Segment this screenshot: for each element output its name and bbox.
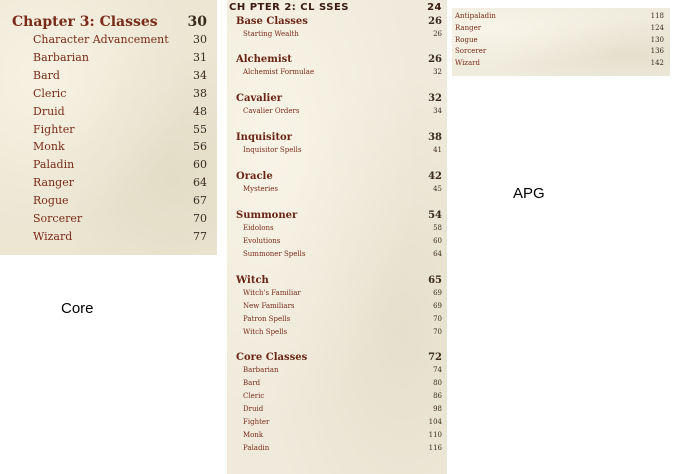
apg-toc-section [227,132,447,146]
apg-toc-continued-entry-page: 136 [650,47,664,56]
apg-toc-entry [227,366,447,379]
apg-toc-entry-page: 86 [433,392,442,400]
apg-toc-page [227,0,447,474]
apg-toc-section [227,54,447,68]
apg-toc-entry-page: 58 [433,224,442,232]
apg-toc-entry-page: 80 [433,379,442,387]
core-caption: Core [61,300,94,317]
core-toc-entry-page: 67 [193,194,207,208]
apg-toc-entry-label: Barbarian [243,366,279,374]
core-toc-entry-page: 56 [193,140,207,154]
apg-toc-section [227,210,447,224]
core-toc-entry [0,51,217,68]
apg-toc-section-label: Base Classes [236,16,308,27]
apg-toc-entry-label: Monk [243,431,264,439]
apg-title-label: CH PTER 2: CL SSES [229,2,349,13]
apg-toc-entry [227,250,447,263]
core-toc-entry-label: Rogue [33,194,69,208]
apg-toc-entry [227,315,447,328]
apg-toc-continued-entry-page: 142 [650,59,664,68]
core-toc-entry-label: Paladin [33,158,75,172]
core-toc-entry [0,212,217,229]
core-toc-entry-page: 30 [193,33,207,46]
core-toc-entry-label: Character Advancement [33,33,169,46]
apg-toc-entry [227,444,447,457]
apg-toc-continued [452,8,670,76]
apg-toc-entry-label: Paladin [243,444,270,452]
apg-toc-entry-page: 64 [433,250,442,258]
apg-toc-entry-page: 110 [428,431,442,439]
apg-toc-entry-label: Druid [243,405,264,413]
apg-toc-entry [227,418,447,431]
apg-toc-section-label: Core Classes [236,352,308,363]
apg-toc-entry-page: 69 [433,302,442,310]
apg-toc-continued-entry [452,47,670,59]
core-toc-entry [0,194,217,211]
core-toc-entry-label: Fighter [33,122,75,136]
apg-toc-entry [227,328,447,341]
core-toc-entry [0,176,217,193]
core-toc-entry-page: 48 [193,104,207,118]
core-toc-entry [0,87,217,104]
apg-chapter-title [229,2,447,16]
apg-toc-continued-entry-label: Antipaladin [455,12,496,20]
apg-toc-entry-label: Cleric [243,392,265,400]
core-chapter-heading [0,14,217,31]
apg-toc-entry-label: Bard [243,379,261,387]
apg-toc-continued-entry-page: 118 [650,12,664,20]
core-heading-page: 30 [187,14,207,30]
core-toc-entry-page: 64 [193,176,207,190]
apg-toc-section [227,93,447,107]
apg-toc-entry-label: Inquisitor Spells [243,146,302,154]
apg-toc-continued-entry [452,24,670,36]
apg-toc-entry [227,68,447,81]
core-toc-entry [0,123,217,140]
apg-toc-section-label: Witch [236,275,269,286]
apg-toc-entry [227,302,447,315]
apg-toc-entry-page: 70 [433,315,442,323]
apg-toc-entry-page: 41 [433,146,442,154]
apg-toc-section [227,16,447,30]
apg-toc-entry-page: 69 [433,289,442,297]
apg-toc-entry-page: 60 [433,237,442,245]
apg-toc-entry [227,185,447,198]
apg-toc-section-page: 32 [428,93,442,104]
apg-toc-entry [227,431,447,444]
apg-toc-section-page: 38 [428,132,442,143]
apg-toc-entry [227,30,447,43]
apg-toc-entry-label: Fighter [243,418,270,426]
core-heading-label: Chapter 3: Classes [12,14,158,30]
apg-toc-entry-page: 116 [428,444,442,452]
apg-toc-entry [227,392,447,405]
core-toc-entry [0,33,217,50]
apg-toc-continued-entry-label: Rogue [455,35,478,44]
apg-toc-entry-label: Summoner Spells [243,250,306,258]
core-toc-entry-page: 55 [193,122,207,136]
apg-toc-entry-label: Eidolons [243,224,274,232]
apg-caption: APG [513,185,545,202]
apg-toc-section-label: Summoner [236,210,298,221]
core-toc-entry [0,158,217,175]
core-toc-entry-page: 60 [193,158,207,172]
apg-toc-entry-page: 70 [433,328,442,336]
apg-toc-entry-label: Evolutions [243,237,281,245]
apg-toc-continued-entry [452,12,670,24]
apg-toc-entry-page: 98 [433,405,442,413]
apg-toc-entry [227,237,447,250]
apg-toc-entry-label: Starting Wealth [243,30,299,38]
core-toc-entry-label: Bard [33,68,60,82]
apg-toc-entry [227,107,447,120]
apg-toc-continued-entry-page: 124 [650,23,664,32]
core-toc-page [0,0,217,255]
apg-toc-entry [227,146,447,159]
core-toc-entry [0,69,217,86]
apg-toc-section-label: Oracle [236,171,273,182]
apg-toc-entry [227,379,447,392]
apg-toc-entry [227,405,447,418]
apg-toc-section-label: Inquisitor [236,132,292,143]
core-toc-entry-page: 34 [193,68,207,82]
apg-toc-entry-label: Witch's Familiar [243,289,301,297]
apg-toc-continued-entry [452,59,670,71]
apg-toc-continued-entry [452,36,670,48]
core-toc-entry [0,230,217,247]
core-toc-entry-label: Sorcerer [33,212,83,225]
apg-toc-section-page: 65 [428,275,442,286]
apg-toc-section-page: 42 [428,171,442,182]
apg-toc-section [227,275,447,289]
core-toc-entry-page: 31 [193,50,207,64]
core-toc-entry-page: 38 [193,86,207,100]
apg-toc-entry-label: Witch Spells [243,328,288,336]
core-toc-entry [0,140,217,157]
apg-toc-continued-entry-label: Ranger [455,23,482,32]
core-toc-entry-label: Druid [33,104,65,118]
apg-toc-entry-label: Mysteries [243,185,278,193]
apg-toc-entry-label: New Familiars [243,302,295,310]
apg-toc-entry [227,224,447,237]
apg-toc-entry-page: 32 [433,68,442,76]
apg-toc-entry-label: Patron Spells [243,315,291,323]
apg-toc-section-page: 26 [428,54,442,65]
apg-toc-entry-page: 26 [433,30,442,38]
core-toc-entry-label: Wizard [33,229,73,243]
core-toc-entry-label: Barbarian [33,50,89,64]
apg-toc-entry-page: 34 [433,107,442,115]
apg-toc-continued-entry-page: 130 [650,35,664,44]
apg-toc-entry-page: 45 [433,185,442,193]
apg-toc-section-label: Alchemist [236,54,292,65]
apg-toc-section-page: 54 [428,210,442,221]
apg-toc-continued-entry-label: Wizard [455,59,480,68]
core-toc-entry [0,105,217,122]
core-toc-entry-page: 77 [193,229,207,243]
core-toc-entry-label: Cleric [33,86,67,100]
apg-toc-section-page: 26 [428,16,442,27]
apg-toc-section [227,352,447,366]
apg-toc-entry-page: 104 [428,418,442,426]
apg-toc-section-page: 72 [428,352,442,363]
apg-toc-entry-label: Cavalier Orders [243,107,300,115]
apg-toc-entry-label: Alchemist Formulae [243,68,315,76]
apg-toc-entry [227,289,447,302]
core-toc-entry-label: Monk [33,140,65,154]
core-toc-entry-page: 70 [193,212,207,225]
apg-toc-entry-page: 74 [433,366,442,374]
apg-title-page: 24 [427,2,442,13]
apg-toc-section-label: Cavalier [236,93,282,104]
apg-toc-continued-entry-label: Sorcerer [455,47,487,56]
core-toc-entry-label: Ranger [33,176,74,190]
apg-toc-section [227,171,447,185]
